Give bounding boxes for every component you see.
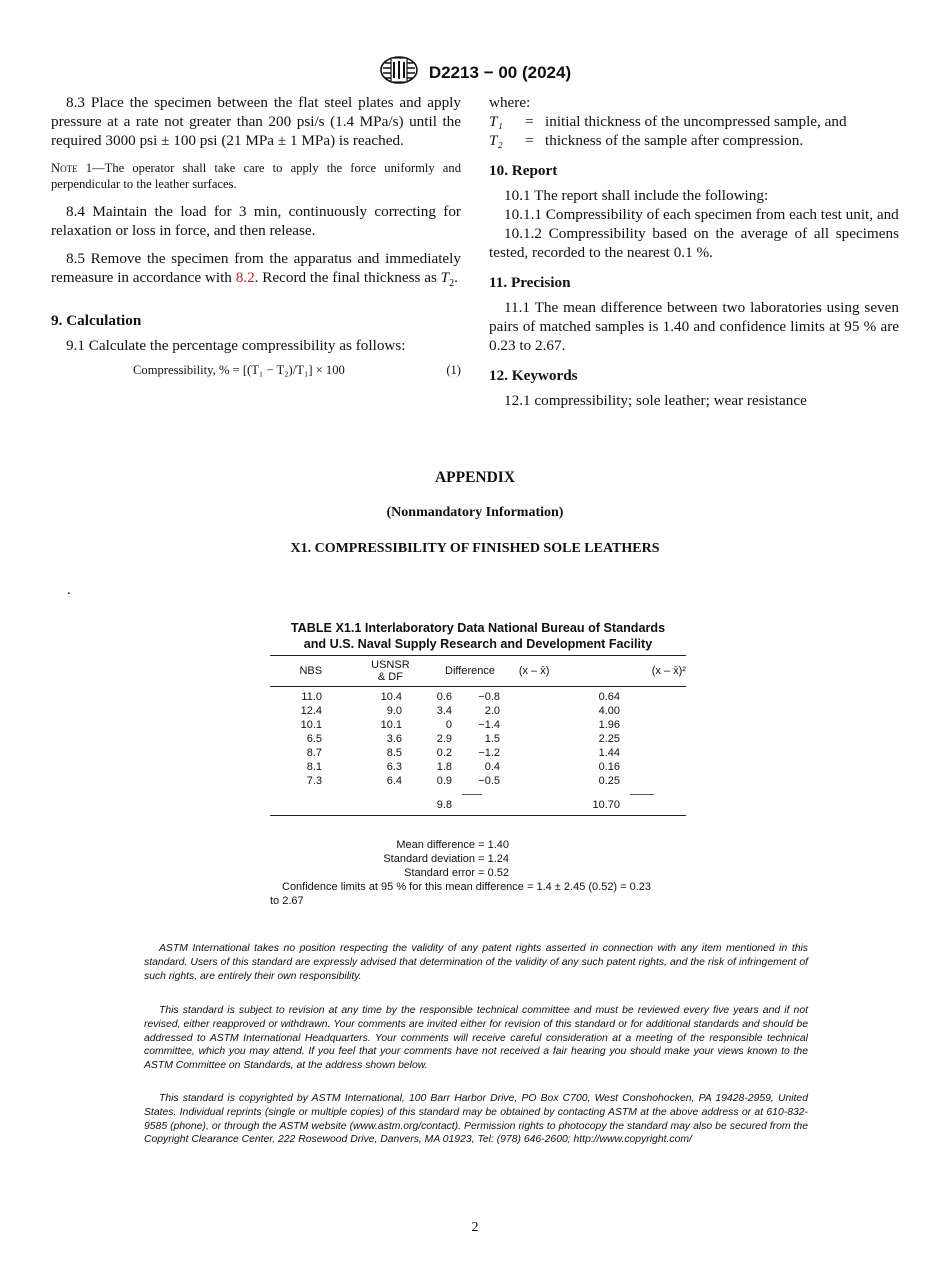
- t1-equals: =: [525, 113, 534, 130]
- cell-deviation: −1.4: [478, 719, 500, 731]
- table-row: [270, 732, 686, 746]
- cell-nbs: 8.7: [306, 747, 322, 759]
- total-deviation-squared: 10.70: [592, 799, 620, 811]
- note-label: Note 1: [51, 161, 93, 175]
- cell-difference: 0.2: [436, 747, 452, 759]
- table-row: [270, 690, 686, 704]
- p85-text-a: 8.5 Remove the specimen from the apparatus and immediately remeasure in accordance with: [51, 250, 461, 286]
- stray-dot: .: [67, 582, 71, 598]
- cell-usnsr: 6.4: [386, 775, 402, 787]
- t1-symbol: T₁: [489, 113, 503, 130]
- cell-usnsr: 10.1: [380, 719, 402, 731]
- note-text: —The operator shall take care to apply the force uniformly and perpendicular to the leather surfaces.: [51, 161, 461, 191]
- cell-deviation: 1.5: [484, 733, 500, 745]
- cell-difference: 3.4: [436, 705, 452, 717]
- equation-number: (1): [446, 363, 461, 378]
- table-body: [270, 690, 686, 788]
- paragraph-9-1: 9.1 Calculate the percentage compressibility as follows:: [66, 337, 406, 355]
- header-deviation: (x – x̄): [518, 665, 550, 677]
- cell-usnsr: 6.3: [386, 761, 402, 773]
- p85-end: .: [454, 269, 458, 286]
- disclaimer-revision: [144, 1004, 808, 1073]
- page-header: [0, 55, 950, 90]
- where-t1: [489, 112, 899, 131]
- cell-nbs: 11.0: [301, 691, 322, 703]
- table-row: [270, 760, 686, 774]
- stat-se: Standard error = 0.52: [404, 867, 509, 879]
- p85-text-b: . Record the final thickness as: [254, 269, 441, 286]
- cell-usnsr: 10.4: [380, 691, 402, 703]
- table-header-rule: [270, 686, 686, 687]
- section-11-heading: 11. Precision: [489, 274, 571, 291]
- t2-definition: thickness of the sample after compression.: [545, 132, 804, 149]
- t2-symbol: T₂: [489, 132, 503, 149]
- stat-confidence-line1: Confidence limits at 95 % for this mean difference = 1.4 ± 2.45 (0.52) = 0.23: [282, 881, 652, 893]
- paragraph-10-1: 10.1 The report shall include the following:: [504, 187, 769, 204]
- paragraph-8-3: 8.3 Place the specimen between the flat steel plates and apply pressure at a rate not greater than 200 psi/s (1.4 MPa/s) until the required 3000 psi ± 100 psi (21 MPa ± 1 MPa) is reached.: [51, 94, 461, 149]
- paragraph-10-1-1: 10.1.1 Compressibility of each specimen from each test unit, and: [504, 206, 899, 223]
- cell-deviation-squared: 4.00: [598, 705, 620, 717]
- standard-designation: D2213 − 00 (2024): [428, 62, 572, 82]
- statistics-block: [270, 838, 690, 908]
- total-rules: [270, 788, 686, 798]
- appendix-subtitle: (Nonmandatory Information): [386, 505, 564, 520]
- equation-formula: Compressibility, % = [(T₁ − T₂)/T₁] × 100: [133, 363, 345, 378]
- section-8-2-link[interactable]: 8.2: [235, 269, 255, 286]
- note-1: [51, 160, 461, 192]
- header-usnsr: [352, 659, 430, 683]
- table-row: [270, 704, 686, 718]
- paragraph-8-4: 8.4 Maintain the load for 3 min, continuously correcting for relaxation or loss in force, and then release.: [51, 203, 461, 239]
- stat-sd: Standard deviation = 1.24: [383, 853, 509, 865]
- cell-nbs: 8.1: [306, 761, 322, 773]
- disclaimer-patent-text: ASTM International takes no position respecting the validity of any patent rights asserted in connection with any item mentioned in this standard. Users of this standard are expressly advised that determination of the validity of any such patent rights, and the risk of infringement of such rights, are entirely their own responsibility.: [144, 943, 808, 982]
- disclaimer-copyright-text: This standard is copyrighted by ASTM International, 100 Barr Harbor Drive, PO Box C700, West Conshohocken, PA 19428-2959, United States. Individual reprints (single or multiple copies) of this standard may be obtained by contacting ASTM at the above address or at 610-832-9585 (phone), or through the ASTM website (www.astm.org/contact). Permission rights to photocopy the standard may also be secured from the Copyright Clearance Center, 222 Rosewood Drive, Danvers, MA 01923, Tel: (978) 646-2600; http://www.copyright.com/: [144, 1093, 808, 1146]
- cell-difference: 1.8: [436, 761, 452, 773]
- where-t2: [489, 131, 899, 150]
- stat-mean: Mean difference = 1.40: [396, 839, 509, 851]
- cell-deviation-squared: 0.16: [598, 761, 620, 773]
- table-title-line1: TABLE X1.1 Interlaboratory Data National Bureau of Standards: [290, 621, 666, 635]
- cell-usnsr: 3.6: [386, 733, 402, 745]
- equation-1: [51, 361, 461, 380]
- cell-nbs: 7.3: [306, 775, 322, 787]
- table-total-row: [270, 798, 686, 812]
- where-label: where:: [489, 94, 531, 111]
- cell-deviation-squared: 1.44: [598, 747, 620, 759]
- cell-usnsr: 9.0: [386, 705, 402, 717]
- appendix-section-title: X1. COMPRESSIBILITY OF FINISHED SOLE LEATHERS: [290, 541, 660, 556]
- table-row: [270, 718, 686, 732]
- cell-deviation-squared: 2.25: [598, 733, 620, 745]
- table-row: [270, 774, 686, 788]
- table-x1-1: [270, 620, 686, 816]
- section-10-heading: 10. Report: [489, 162, 558, 179]
- disclaimer-revision-text: This standard is subject to revision at any time by the responsible technical committee and must be reviewed every five years and if not revised, either reapproved or withdrawn. Your comments are invited either for revision of this standard or for additional standards and should be addressed to ASTM International Headquarters. Your comments will receive careful consideration at a meeting of the responsible technical committee, which you may attend. If you feel that your comments have not received a fair hearing you should make your views known to the ASTM Committee on Standards, at the address shown below.: [144, 1005, 808, 1072]
- cell-difference: 0.9: [436, 775, 452, 787]
- cell-nbs: 12.4: [300, 705, 322, 717]
- table-title-line2: and U.S. Naval Supply Research and Development Facility: [303, 637, 653, 651]
- p85-symbol: T: [440, 269, 450, 286]
- header-usnsr-line1: USNSR: [371, 659, 410, 671]
- t2-equals: =: [525, 132, 534, 149]
- cell-usnsr: 8.5: [386, 747, 402, 759]
- table-row: [270, 746, 686, 760]
- cell-deviation: −0.8: [478, 691, 500, 703]
- cell-nbs: 6.5: [306, 733, 322, 745]
- section-9-heading: 9. Calculation: [51, 312, 142, 330]
- cell-difference: 0.6: [436, 691, 452, 703]
- paragraph-8-5: [51, 249, 461, 293]
- t1-definition: initial thickness of the uncompressed sample, and: [545, 113, 847, 130]
- cell-nbs: 10.1: [300, 719, 322, 731]
- header-nbs: NBS: [299, 665, 323, 677]
- header-usnsr-line2: & DF: [377, 671, 403, 683]
- appendix-title: APPENDIX: [434, 469, 516, 486]
- header-difference: Difference: [445, 665, 495, 677]
- p85-subscript: 2: [449, 278, 455, 290]
- cell-difference: 2.9: [436, 733, 452, 745]
- cell-difference: 0: [445, 719, 452, 731]
- paragraph-11-1: 11.1 The mean difference between two laboratories using seven pairs of matched samples is 1.40 and confidence limits at 95 % are 0.23 to 2.67.: [489, 299, 899, 354]
- section-12-heading: 12. Keywords: [489, 367, 578, 384]
- cell-deviation-squared: 1.96: [598, 719, 620, 731]
- total-difference: 9.8: [436, 799, 452, 811]
- paragraph-10-1-2: 10.1.2 Compressibility based on the average of all specimens tested, recorded to the nearest 0.1 %.: [489, 225, 899, 261]
- right-column: [489, 93, 899, 410]
- paragraph-12-1: 12.1 compressibility; sole leather; wear resistance: [504, 392, 807, 409]
- table-bottom-rule: [270, 815, 686, 816]
- cell-deviation: 0.4: [484, 761, 500, 773]
- cell-deviation: 2.0: [484, 705, 500, 717]
- cell-deviation: −0.5: [478, 775, 500, 787]
- total-rule-dev2: [630, 794, 654, 798]
- cell-deviation-squared: 0.25: [598, 775, 620, 787]
- table-header-row: [270, 656, 686, 686]
- disclaimer-patent: [144, 942, 808, 983]
- astm-logo-icon: [379, 55, 419, 90]
- header-deviation-squared: (x – x̄)²: [651, 665, 686, 677]
- disclaimer-copyright: [144, 1092, 808, 1147]
- page-number: 2: [471, 1220, 479, 1235]
- left-column: [51, 93, 461, 380]
- cell-deviation: −1.2: [478, 747, 500, 759]
- stat-confidence-line2: to 2.67: [270, 895, 304, 907]
- cell-deviation-squared: 0.64: [598, 691, 620, 703]
